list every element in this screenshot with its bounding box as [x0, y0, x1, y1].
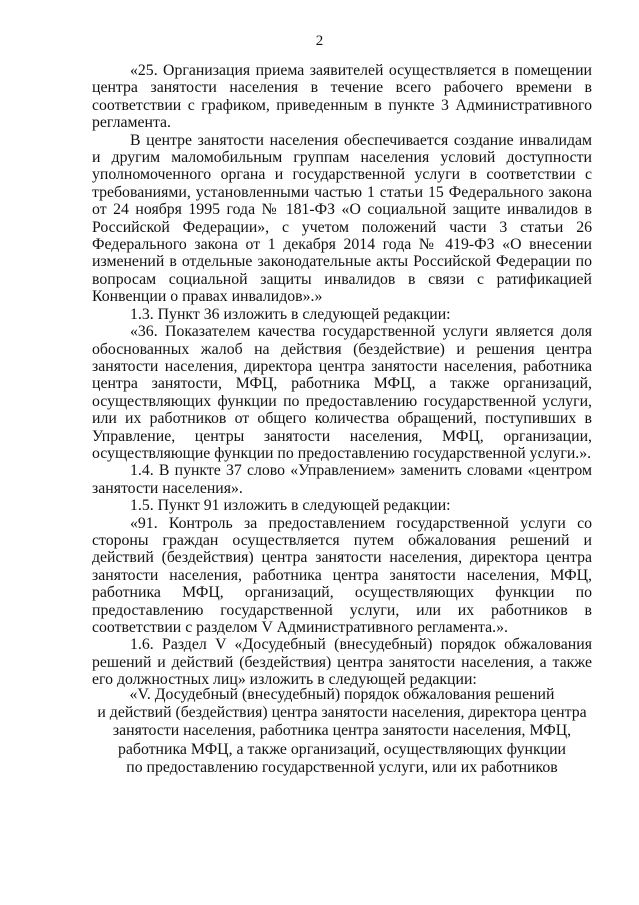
paragraph-item-91: «91. Контроль за предоставлением государственной услуги со стороны граждан осуществляется путем обжалования решений и действий (бездействия) центра занятости населения, директора центра занятости населения, работника центра занятости населения, МФЦ, работника МФЦ, организаций, осуществляющих функции по предоставлению государственной услуги, или их работников в соответствии с разделом V Административного регламента.». [92, 514, 592, 636]
section-heading-line: работника МФЦ, а также организаций, осуществляющих функции [118, 740, 566, 758]
section-heading-line: по предоставлению государственной услуги, или их работников [126, 758, 558, 776]
paragraph-1-6: 1.6. Раздел V «Досудебный (внесудебный) порядок обжалования решений и действий (бездействия) центра занятости населения, а также его должностных лиц» изложить в следующей редакции: [92, 636, 592, 689]
paragraph-item-36: «36. Показателем качества государственной услуги является доля обоснованных жалоб на действия (бездействие) и решения центра занятости населения, директора центра занятости населения, работника центра занятости, МФЦ, работника МФЦ, а также организаций, осуществляющих функции по предоставлению государственной услуги, или их работников от общего количества обращений, поступивших в Управление, центры занятости населения, МФЦ, организации, осуществляющие функции по предоставлению государственной услуги.». [92, 323, 592, 462]
document-body [92, 62, 592, 689]
paragraph-1-5: 1.5. Пункт 91 изложить в следующей редакции: [130, 497, 451, 515]
page-number: 2 [315, 33, 324, 49]
paragraph-1-3: 1.3. Пункт 36 изложить в следующей редакции: [130, 305, 451, 323]
section-heading [92, 686, 592, 777]
section-heading-line: занятости населения, работника центра занятости населения, МФЦ, [112, 722, 572, 740]
paragraph-1-4: 1.4. В пункте 37 слово «Управлением» заменить словами «центром занятости населения». [92, 462, 592, 497]
paragraph-item-25: «25. Организация приема заявителей осуществляется в помещении центра занятости населения в течение всего рабочего времени в соответствии с графиком, приведенным в пункте 3 Административного регламента. [92, 62, 592, 132]
section-heading-line: и действий (бездействия) центра занятости населения, директора центра [97, 704, 587, 722]
paragraph-accessibility: В центре занятости населения обеспечивается создание инвалидам и другим маломобильным группам населения условий доступности уполномоченного органа и государственной услуги в соответствии с требованиями, установленными частью 1 статьи 15 Федерального закона от 24 ноября 1995 года № 181-ФЗ «О социальной защите инвалидов в Российской Федерации», с учетом положений части 3 статьи 26 Федерального закона от 1 декабря 2014 года № 419-ФЗ «О внесении изменений в отдельные законодательные акты Российской Федерации по вопросам социальной защиты инвалидов в связи с ратификацией Конвенции о правах инвалидов».» [92, 131, 592, 306]
section-heading-line: «V. Досудебный (внесудебный) порядок обжалования решений [129, 686, 555, 703]
